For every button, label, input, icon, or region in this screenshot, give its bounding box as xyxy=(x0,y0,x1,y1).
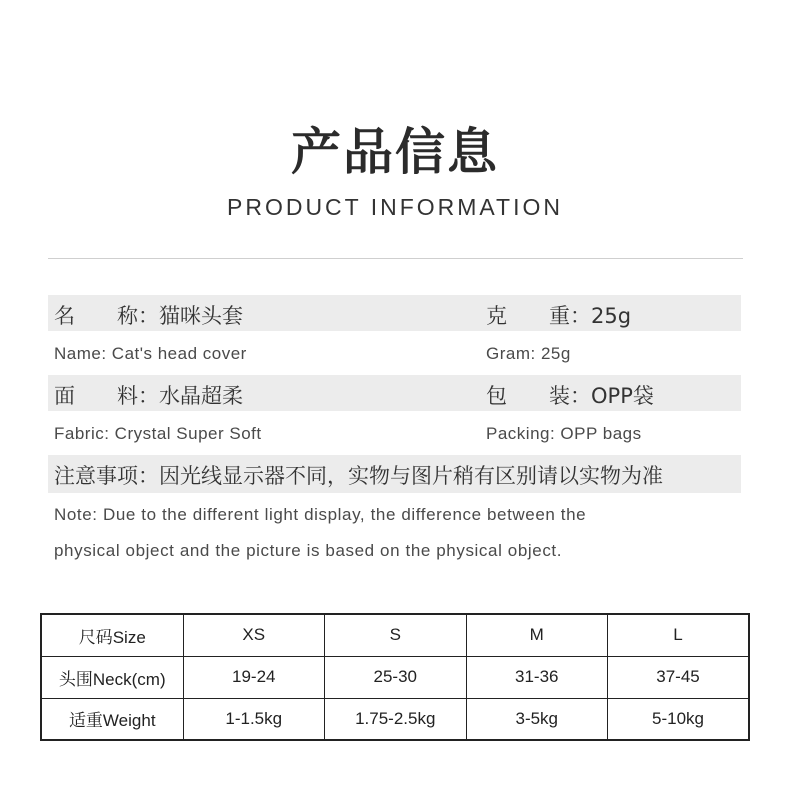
page-subtitle: PRODUCT INFORMATION xyxy=(227,194,563,220)
table-cell: L xyxy=(608,614,750,656)
page-title: 产品信息 xyxy=(291,123,499,181)
weight-cn: 克 重：25g xyxy=(486,304,632,328)
fabric-en: Fabric: Crystal Super Soft xyxy=(54,424,262,443)
table-row xyxy=(41,698,749,740)
weight-en: Gram: 25g xyxy=(486,344,571,363)
table-cell: 1.75-2.5kg xyxy=(325,698,467,740)
packing-en: Packing: OPP bags xyxy=(486,424,642,443)
notice-en-line1: Note: Due to the different light display, the difference between the xyxy=(54,505,587,524)
size-table xyxy=(40,613,750,741)
table-cell: M xyxy=(466,614,608,656)
notice-cn: 注意事项：因光线显示器不同，实物与图片稍有区别请以实物为准 xyxy=(54,464,663,488)
table-cell: 5-10kg xyxy=(608,698,750,740)
fabric-cn: 面 料：水晶超柔 xyxy=(54,384,243,408)
table-cell: 25-30 xyxy=(325,656,467,698)
packing-cn: 包 装：OPP袋 xyxy=(486,384,654,408)
table-cell: S xyxy=(325,614,467,656)
table-row xyxy=(41,656,749,698)
table-cell: 适重Weight xyxy=(41,698,183,740)
notice-en-line2: physical object and the picture is based on the physical object. xyxy=(54,541,563,560)
table-cell: XS xyxy=(183,614,325,656)
table-cell: 1-1.5kg xyxy=(183,698,325,740)
table-cell: 3-5kg xyxy=(466,698,608,740)
table-cell: 19-24 xyxy=(183,656,325,698)
name-en: Name: Cat's head cover xyxy=(54,344,247,363)
name-cn: 名 称：猫咪头套 xyxy=(54,304,243,328)
table-row xyxy=(41,614,749,656)
table-cell: 37-45 xyxy=(608,656,750,698)
table-cell: 尺码Size xyxy=(41,614,183,656)
table-cell: 头围Neck(cm) xyxy=(41,656,183,698)
table-cell: 31-36 xyxy=(466,656,608,698)
divider xyxy=(48,258,743,259)
